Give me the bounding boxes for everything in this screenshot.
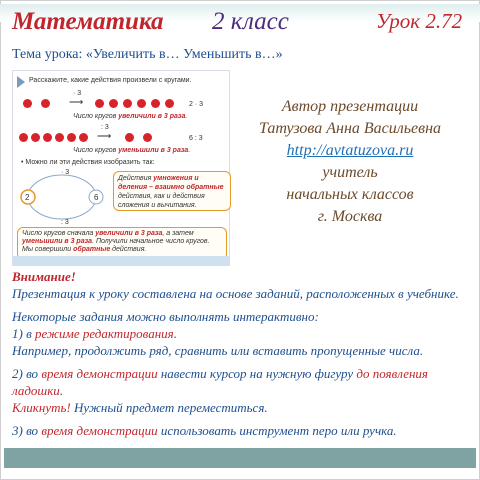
circle <box>151 99 160 108</box>
arrow-right-icon: ⟶ <box>69 97 84 108</box>
notice-item-2-click: Кликнуть! Нужный предмет переместиться. <box>12 400 268 415</box>
notice-heading: Внимание! <box>12 269 76 284</box>
circle <box>41 99 50 108</box>
lesson-topic: Тема урока: «Увеличить в… Уменьшить в…» <box>12 47 283 62</box>
circle <box>109 99 118 108</box>
caption-1: Число кругов увеличили в 3 раза. <box>73 113 188 120</box>
operation-label: : 3 <box>101 124 109 131</box>
author-heading: Автор презентации <box>281 98 419 115</box>
circle <box>19 133 28 142</box>
author-city: г. Москва <box>317 208 383 225</box>
author-role-detail: начальных классов <box>286 186 414 203</box>
circle <box>23 99 32 108</box>
arrow-right-icon: ⟶ <box>97 131 112 142</box>
lesson-number: Урок 2.72 <box>376 9 463 33</box>
footer-bar <box>4 448 476 468</box>
grade-label: 2 класс <box>212 8 289 35</box>
slide-title: Математика <box>12 8 164 35</box>
screenshot-bottom-bar <box>13 256 229 265</box>
circle <box>165 99 174 108</box>
notice-item-2: 2) во время демонстрации навести курсор на нужную фигуру до появления ладошки. <box>12 366 428 398</box>
circle <box>79 133 88 142</box>
notice-paragraph-2: Некоторые задания можно выполнять интерактивно: <box>12 309 319 324</box>
circle <box>31 133 40 142</box>
notice-paragraph-1: Презентация к уроку составлена на основе заданий, расположенных в учебнике. <box>12 286 459 301</box>
circle <box>43 133 52 142</box>
operation-label: · 3 <box>61 169 70 176</box>
notice-item-3: 3) во время демонстрации использовать инструмент перо или ручка. <box>12 423 397 438</box>
textbook-screenshot <box>12 70 230 266</box>
circle <box>143 133 152 142</box>
notice-block <box>12 268 472 439</box>
author-name: Татузова Анна Васильевна <box>259 120 441 137</box>
operation-label: · 3 <box>73 90 82 97</box>
caption-2: Число кругов уменьшили в 3 раза. <box>73 147 191 154</box>
expression-2: 6 : 3 <box>189 135 203 142</box>
circle <box>137 99 146 108</box>
play-arrow-icon <box>17 76 25 88</box>
circle <box>55 133 64 142</box>
circle <box>95 99 104 108</box>
author-role: учитель <box>322 164 378 181</box>
question-2: • Можно ли эти действия изобразить так: <box>21 159 155 166</box>
expression-1: 2 · 3 <box>189 101 204 108</box>
circle-number: 6 <box>94 193 99 202</box>
notice-item-1-example: Например, продолжить ряд, сравнить или вставить пропущенные числа. <box>12 343 424 358</box>
note-reverse-actions: Число кругов сначала увеличили в 3 раза, а затем уменьшили в 3 раза. Получили начальное число кругов. Мы совершили обратные действия. <box>17 227 227 260</box>
author-website-link[interactable]: http://avtatuzova.ru <box>286 142 414 159</box>
circle <box>67 133 76 142</box>
circle <box>123 99 132 108</box>
question-1: Расскажите, какие действия произвели с кругами. <box>29 77 192 84</box>
note-inverse-operations: Действия умножения и деления – взаимно обратные действия, как и действия сложения и вычитания. <box>113 171 231 211</box>
author-block <box>230 96 470 228</box>
operation-label: : 3 <box>61 219 69 226</box>
notice-item-1: 1) в режиме редактирования. <box>12 326 177 341</box>
circle <box>125 133 134 142</box>
circle-number: 2 <box>25 193 30 202</box>
